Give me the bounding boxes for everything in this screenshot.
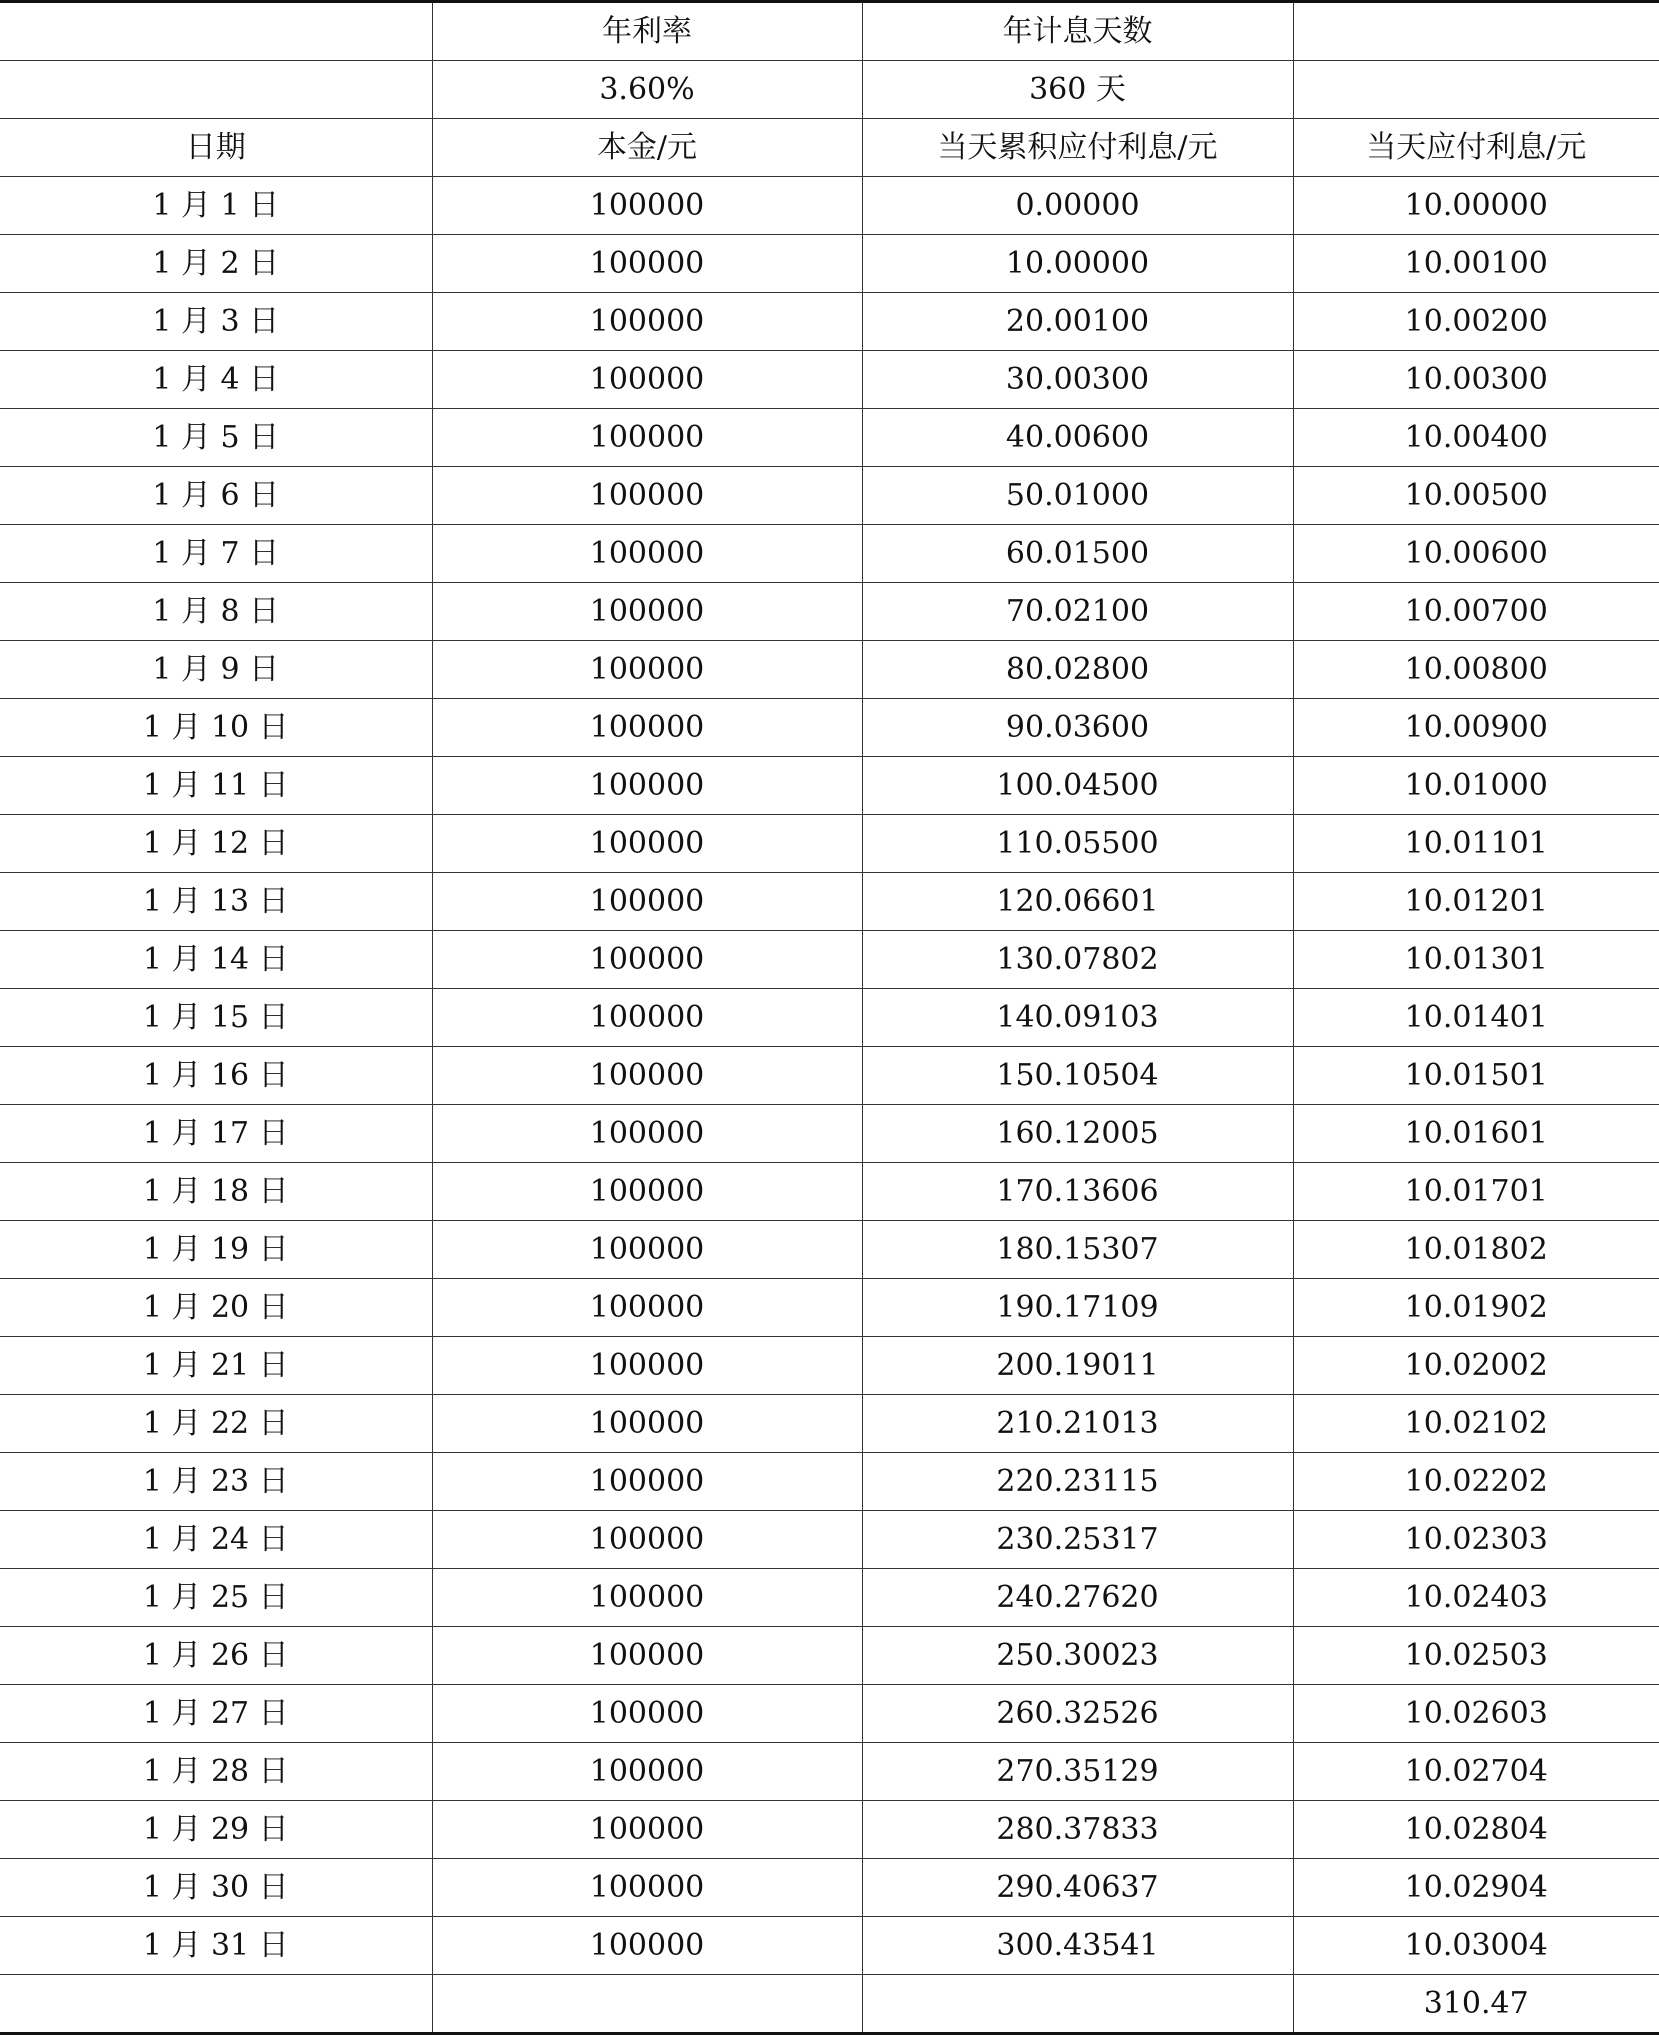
table-cell: 10.00500 <box>1293 467 1659 525</box>
table-cell: 300.43541 <box>862 1917 1293 1975</box>
table-cell: 100000 <box>432 1337 862 1395</box>
table-row <box>0 583 1659 641</box>
table-cell: 90.03600 <box>862 699 1293 757</box>
parameter-value-cell: 360 天 <box>862 61 1293 119</box>
table-cell: 10.02303 <box>1293 1511 1659 1569</box>
table-cell: 280.37833 <box>862 1801 1293 1859</box>
table-cell: 40.00600 <box>862 409 1293 467</box>
table-cell: 1 月 20 日 <box>0 1279 432 1337</box>
table-cell: 1 月 30 日 <box>0 1859 432 1917</box>
table-row <box>0 1047 1659 1105</box>
table-cell: 100000 <box>432 1569 862 1627</box>
table-cell: 10.01401 <box>1293 989 1659 1047</box>
table-cell: 170.13606 <box>862 1163 1293 1221</box>
table-cell: 10.02704 <box>1293 1743 1659 1801</box>
table-cell: 1 月 27 日 <box>0 1685 432 1743</box>
table-cell: 100000 <box>432 467 862 525</box>
table-cell: 10.02202 <box>1293 1453 1659 1511</box>
column-header-row <box>0 119 1659 177</box>
table-row <box>0 1279 1659 1337</box>
table-row <box>0 467 1659 525</box>
table-cell: 1 月 1 日 <box>0 177 432 235</box>
table-cell: 100000 <box>432 641 862 699</box>
parameter-value-cell: 3.60% <box>432 61 862 119</box>
table-cell: 100000 <box>432 1163 862 1221</box>
interest-table-body <box>0 2 1659 2034</box>
table-cell: 80.02800 <box>862 641 1293 699</box>
table-cell: 10.02804 <box>1293 1801 1659 1859</box>
table-cell: 100000 <box>432 1279 862 1337</box>
table-cell: 10.01501 <box>1293 1047 1659 1105</box>
table-row <box>0 931 1659 989</box>
table-cell: 220.23115 <box>862 1453 1293 1511</box>
total-cell <box>862 1975 1293 2034</box>
table-cell: 290.40637 <box>862 1859 1293 1917</box>
table-cell: 1 月 23 日 <box>0 1453 432 1511</box>
table-cell: 10.01101 <box>1293 815 1659 873</box>
parameter-value-row <box>0 61 1659 119</box>
table-cell: 1 月 29 日 <box>0 1801 432 1859</box>
table-cell: 10.00000 <box>1293 177 1659 235</box>
table-cell: 250.30023 <box>862 1627 1293 1685</box>
table-cell: 100000 <box>432 525 862 583</box>
table-cell: 270.35129 <box>862 1743 1293 1801</box>
total-cell <box>432 1975 862 2034</box>
table-row <box>0 1859 1659 1917</box>
table-cell: 10.00300 <box>1293 351 1659 409</box>
table-cell: 10.03004 <box>1293 1917 1659 1975</box>
table-cell: 10.02904 <box>1293 1859 1659 1917</box>
table-cell: 0.00000 <box>862 177 1293 235</box>
table-cell: 100000 <box>432 293 862 351</box>
table-cell: 10.01802 <box>1293 1221 1659 1279</box>
table-cell: 10.00000 <box>862 235 1293 293</box>
table-cell: 1 月 2 日 <box>0 235 432 293</box>
table-cell: 1 月 4 日 <box>0 351 432 409</box>
table-cell: 100000 <box>432 873 862 931</box>
table-cell: 10.01601 <box>1293 1105 1659 1163</box>
total-row <box>0 1975 1659 2034</box>
table-cell: 210.21013 <box>862 1395 1293 1453</box>
table-row <box>0 293 1659 351</box>
column-header-cell: 当天累积应付利息/元 <box>862 119 1293 177</box>
total-cell <box>0 1975 432 2034</box>
table-cell: 260.32526 <box>862 1685 1293 1743</box>
table-cell: 10.00900 <box>1293 699 1659 757</box>
table-cell: 140.09103 <box>862 989 1293 1047</box>
table-cell: 10.01201 <box>1293 873 1659 931</box>
table-cell: 180.15307 <box>862 1221 1293 1279</box>
table-row <box>0 1627 1659 1685</box>
table-cell: 100000 <box>432 235 862 293</box>
table-row <box>0 1801 1659 1859</box>
table-cell: 1 月 7 日 <box>0 525 432 583</box>
table-cell: 1 月 16 日 <box>0 1047 432 1105</box>
table-cell: 100000 <box>432 1047 862 1105</box>
table-row <box>0 1395 1659 1453</box>
table-cell: 1 月 28 日 <box>0 1743 432 1801</box>
column-header-cell: 日期 <box>0 119 432 177</box>
table-cell: 100000 <box>432 351 862 409</box>
parameter-value-cell <box>0 61 432 119</box>
parameter-label-cell <box>0 2 432 61</box>
table-cell: 150.10504 <box>862 1047 1293 1105</box>
table-cell: 1 月 12 日 <box>0 815 432 873</box>
table-row <box>0 699 1659 757</box>
table-cell: 30.00300 <box>862 351 1293 409</box>
table-row <box>0 1105 1659 1163</box>
table-row <box>0 1569 1659 1627</box>
parameter-label-cell <box>1293 2 1659 61</box>
table-cell: 100000 <box>432 1917 862 1975</box>
table-cell: 100000 <box>432 1511 862 1569</box>
parameter-label-cell: 年计息天数 <box>862 2 1293 61</box>
table-cell: 100000 <box>432 177 862 235</box>
table-cell: 10.01301 <box>1293 931 1659 989</box>
table-cell: 1 月 22 日 <box>0 1395 432 1453</box>
table-row <box>0 235 1659 293</box>
table-cell: 190.17109 <box>862 1279 1293 1337</box>
table-row <box>0 641 1659 699</box>
table-cell: 10.02002 <box>1293 1337 1659 1395</box>
table-cell: 10.00100 <box>1293 235 1659 293</box>
table-cell: 100000 <box>432 1395 862 1453</box>
table-cell: 100000 <box>432 1105 862 1163</box>
table-cell: 100000 <box>432 1221 862 1279</box>
table-cell: 230.25317 <box>862 1511 1293 1569</box>
table-cell: 1 月 6 日 <box>0 467 432 525</box>
table-cell: 100000 <box>432 815 862 873</box>
table-row <box>0 1453 1659 1511</box>
parameter-value-cell <box>1293 61 1659 119</box>
table-cell: 100.04500 <box>862 757 1293 815</box>
table-row <box>0 873 1659 931</box>
table-row <box>0 177 1659 235</box>
table-cell: 10.02503 <box>1293 1627 1659 1685</box>
table-row <box>0 525 1659 583</box>
table-cell: 100000 <box>432 757 862 815</box>
table-cell: 120.06601 <box>862 873 1293 931</box>
table-cell: 10.01701 <box>1293 1163 1659 1221</box>
table-row <box>0 989 1659 1047</box>
parameter-label-row <box>0 2 1659 61</box>
table-cell: 20.00100 <box>862 293 1293 351</box>
total-cell: 310.47 <box>1293 1975 1659 2034</box>
table-cell: 10.00800 <box>1293 641 1659 699</box>
table-cell: 1 月 13 日 <box>0 873 432 931</box>
table-cell: 100000 <box>432 989 862 1047</box>
table-cell: 100000 <box>432 409 862 467</box>
table-cell: 10.01902 <box>1293 1279 1659 1337</box>
table-cell: 10.00600 <box>1293 525 1659 583</box>
table-cell: 1 月 5 日 <box>0 409 432 467</box>
table-cell: 10.00400 <box>1293 409 1659 467</box>
table-cell: 100000 <box>432 1801 862 1859</box>
table-row <box>0 1163 1659 1221</box>
table-cell: 1 月 3 日 <box>0 293 432 351</box>
table-cell: 1 月 8 日 <box>0 583 432 641</box>
column-header-cell: 本金/元 <box>432 119 862 177</box>
table-cell: 50.01000 <box>862 467 1293 525</box>
table-row <box>0 1743 1659 1801</box>
table-row <box>0 815 1659 873</box>
table-cell: 1 月 19 日 <box>0 1221 432 1279</box>
table-cell: 1 月 17 日 <box>0 1105 432 1163</box>
table-cell: 100000 <box>432 1453 862 1511</box>
table-cell: 1 月 31 日 <box>0 1917 432 1975</box>
table-cell: 240.27620 <box>862 1569 1293 1627</box>
table-row <box>0 757 1659 815</box>
table-cell: 100000 <box>432 1743 862 1801</box>
table-row <box>0 1917 1659 1975</box>
table-cell: 1 月 9 日 <box>0 641 432 699</box>
table-cell: 1 月 21 日 <box>0 1337 432 1395</box>
column-header-cell: 当天应付利息/元 <box>1293 119 1659 177</box>
table-cell: 1 月 25 日 <box>0 1569 432 1627</box>
table-cell: 160.12005 <box>862 1105 1293 1163</box>
table-cell: 100000 <box>432 1685 862 1743</box>
table-cell: 1 月 26 日 <box>0 1627 432 1685</box>
table-cell: 100000 <box>432 583 862 641</box>
table-cell: 10.00700 <box>1293 583 1659 641</box>
table-row <box>0 1685 1659 1743</box>
table-row <box>0 1221 1659 1279</box>
table-cell: 1 月 10 日 <box>0 699 432 757</box>
table-cell: 100000 <box>432 1627 862 1685</box>
table-cell: 110.05500 <box>862 815 1293 873</box>
table-row <box>0 351 1659 409</box>
table-row <box>0 1511 1659 1569</box>
table-row <box>0 409 1659 467</box>
table-cell: 1 月 15 日 <box>0 989 432 1047</box>
table-cell: 130.07802 <box>862 931 1293 989</box>
table-cell: 100000 <box>432 1859 862 1917</box>
table-cell: 100000 <box>432 931 862 989</box>
table-cell: 10.00200 <box>1293 293 1659 351</box>
parameter-label-cell: 年利率 <box>432 2 862 61</box>
table-cell: 1 月 18 日 <box>0 1163 432 1221</box>
table-cell: 10.02603 <box>1293 1685 1659 1743</box>
table-cell: 1 月 24 日 <box>0 1511 432 1569</box>
table-cell: 200.19011 <box>862 1337 1293 1395</box>
table-cell: 70.02100 <box>862 583 1293 641</box>
table-cell: 60.01500 <box>862 525 1293 583</box>
table-cell: 1 月 14 日 <box>0 931 432 989</box>
table-cell: 10.01000 <box>1293 757 1659 815</box>
table-row <box>0 1337 1659 1395</box>
table-cell: 10.02102 <box>1293 1395 1659 1453</box>
table-cell: 1 月 11 日 <box>0 757 432 815</box>
table-cell: 100000 <box>432 699 862 757</box>
table-cell: 10.02403 <box>1293 1569 1659 1627</box>
